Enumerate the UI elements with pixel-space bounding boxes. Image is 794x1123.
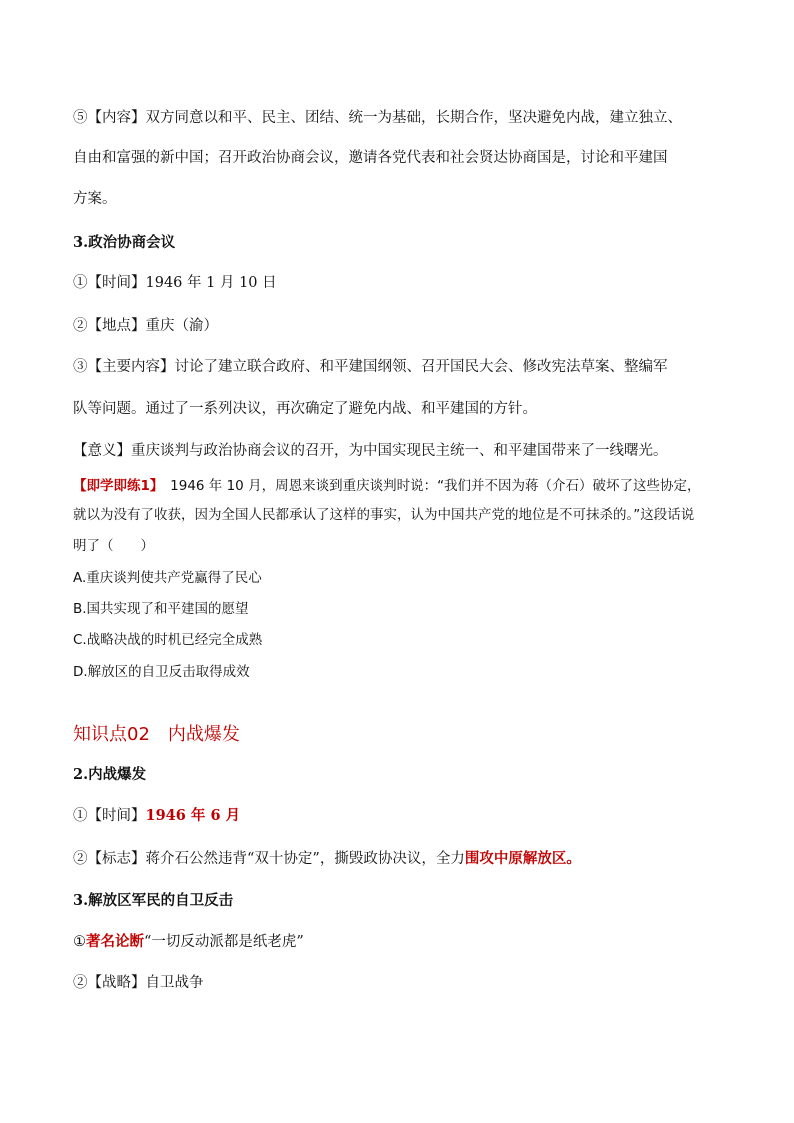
exercise-question-line2: 就以为没有了收获，因为全国人民都承认了这样的事实，认为中国共产党的地位是不可抹杀的。”这段话说 xyxy=(73,507,695,523)
sign-value: 围攻中原解放区。 xyxy=(464,850,581,867)
exercise-q1-text: 1946 年 10 月，周恩来谈到重庆谈判时说：“我们并不因为蒋（介石）破坏了这些协定， xyxy=(156,478,701,494)
time-value: 1946 年 6 月 xyxy=(145,807,241,824)
option-b[interactable]: B.国共实现了和平建国的愿望 xyxy=(73,601,249,617)
pcc-time: ①【时间】1946 年 1 月 10 日 xyxy=(73,275,277,291)
sign-label: ②【标志】蒋介石公然违背“双十协定”，撕毁政协决议，全力 xyxy=(73,851,465,867)
famous-thesis xyxy=(73,932,733,952)
civil-war-sign xyxy=(73,849,733,869)
exercise-question-line1 xyxy=(73,476,733,496)
option-d[interactable]: D.解放区的自卫反击取得成效 xyxy=(73,664,250,680)
heading-counterattack: 3.解放区军民的自卫反击 xyxy=(73,892,234,909)
time-label: ①【时间】 xyxy=(73,808,146,824)
civil-war-time xyxy=(73,806,733,826)
exercise-tag: 【即学即练1】 xyxy=(73,478,157,494)
thesis-prefix: ① xyxy=(73,934,86,950)
option-a[interactable]: A.重庆谈判使共产党赢得了民心 xyxy=(73,570,262,586)
thesis-text: “一切反动派都是纸老虎” xyxy=(144,934,304,950)
pcc-meaning: 【意义】重庆谈判与政治协商会议的召开，为中国实现民主统一、和平建国带来了一线曙光。 xyxy=(73,443,668,459)
exercise-question-line3: 明了（ ） xyxy=(73,538,154,554)
item5-line3: 方案。 xyxy=(73,191,117,207)
pcc-content-line2: 队等问题。通过了一系列决议，再次确定了避免内战、和平建国的方针。 xyxy=(73,401,537,417)
option-c[interactable]: C.战略决战的时机已经完全成熟 xyxy=(73,632,263,648)
pcc-place: ②【地点】重庆（渝） xyxy=(73,318,218,334)
heading-pcc: 3.政治协商会议 xyxy=(73,234,176,251)
strategy: ②【战略】自卫战争 xyxy=(73,975,204,991)
knowledge-point-title: 知识点02 内战爆发 xyxy=(73,724,240,745)
pcc-content-line1: ③【主要内容】讨论了建立联合政府、和平建国纲领、召开国民大会、修改宪法草案、整编军 xyxy=(73,359,668,375)
item5-line1: ⑤【内容】双方同意以和平、民主、团结、统一为基础，长期合作，坚决避免内战，建立独立、 xyxy=(73,110,682,126)
thesis-label: 著名论断 xyxy=(86,933,144,950)
item5-line2: 自由和富强的新中国；召开政治协商会议，邀请各党代表和社会贤达协商国是，讨论和平建国 xyxy=(73,150,668,166)
heading-civil-war: 2.内战爆发 xyxy=(73,766,147,783)
